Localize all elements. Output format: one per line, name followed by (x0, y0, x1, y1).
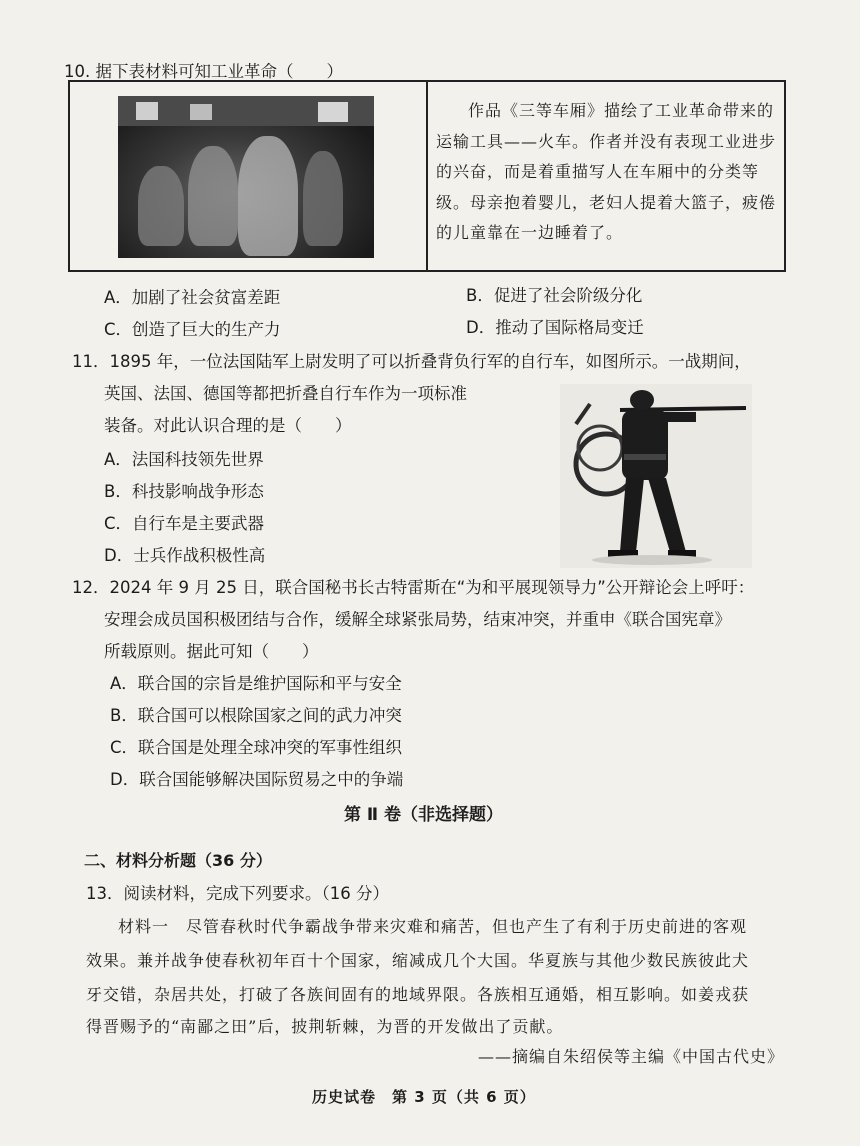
q12-option-c: C．联合国是处理全球冲突的军事性组织 (110, 738, 403, 757)
q12-option-a: A．联合国的宗旨是维护国际和平与安全 (110, 674, 402, 693)
q13-material-line4: 得晋赐予的“南鄙之田”后，披荆斩棘，为晋的开发做出了贡献。 (86, 1017, 564, 1036)
q11-stem-line1: 11．1895 年，一位法国陆军上尉发明了可以折叠背负行军的自行车，如图所示。一战期间， (72, 352, 751, 371)
page-footer: 历史试卷 第 3 页（共 6 页） (312, 1088, 536, 1106)
q10-option-b: B．促进了社会阶级分化 (466, 286, 643, 305)
q13-material-line2: 效果。兼并战争使春秋初年百十个国家，缩减成几个大国。华夏族与其他少数民族彼此犬 (86, 951, 750, 970)
soldier-with-folding-bicycle-photo (560, 384, 752, 568)
q10-material-table (68, 80, 786, 272)
section2-title: 二、材料分析题（36 分） (84, 851, 272, 870)
q13-material-line3: 牙交错，杂居共处，打破了各族间固有的地域界限。各族相互通婚，相互影响。如姜戎获 (86, 985, 750, 1004)
q12-stem-line1: 12．2024 年 9 月 25 日，联合国秘书长古特雷斯在“为和平展现领导力”公开辩论会上呼吁： (72, 578, 755, 597)
q12-option-d: D．联合国能够解决国际贸易之中的争端 (110, 770, 404, 789)
q10-option-d: D．推动了国际格局变迁 (466, 318, 644, 337)
q11-stem-line3: 装备。对此认识合理的是（ ） (104, 416, 352, 435)
q11-option-c: C．自行车是主要武器 (104, 514, 265, 533)
q13-material-line1: 材料一 尽管春秋时代争霸战争带来灾难和痛苦，但也产生了有利于历史前进的客观 (118, 917, 748, 936)
table-divider (426, 82, 428, 270)
q12-stem-line2: 安理会成员国积极团结与合作，缓解全球紧张局势，结束冲突，并重申《联合国宪章》 (104, 610, 731, 629)
q11-option-d: D．士兵作战积极性高 (104, 546, 266, 565)
q11-option-a: A．法国科技领先世界 (104, 450, 264, 469)
q11-option-b: B．科技影响战争形态 (104, 482, 264, 501)
q13-source: ——摘编自朱绍侯等主编《中国古代史》 (478, 1047, 785, 1066)
q11-stem-line2: 英国、法国、德国等都把折叠自行车作为一项标准 (104, 384, 467, 403)
q10-description: 作品《三等车厢》描绘了工业革命带来的运输工具——火车。作者并没有表现工业进步的兴奋，而是着重描写人在车厢中的分类等级。母亲抱着婴儿，老妇人提着大篮子，疲倦的儿童靠在一边睡着了。 (436, 101, 777, 242)
q10-option-c: C．创造了巨大的生产力 (104, 320, 281, 339)
third-class-carriage-painting (118, 96, 374, 258)
q10-option-a: A．加剧了社会贫富差距 (104, 288, 281, 307)
part2-title: 第 Ⅱ 卷（非选择题） (344, 805, 504, 825)
q13-stem: 13．阅读材料，完成下列要求。（16 分） (86, 884, 389, 903)
q12-option-b: B．联合国可以根除国家之间的武力冲突 (110, 706, 402, 725)
q12-stem-line3: 所载原则。据此可知（ ） (104, 642, 319, 661)
q10-stem: 10. 据下表材料可知工业革命（ ） (64, 62, 343, 81)
